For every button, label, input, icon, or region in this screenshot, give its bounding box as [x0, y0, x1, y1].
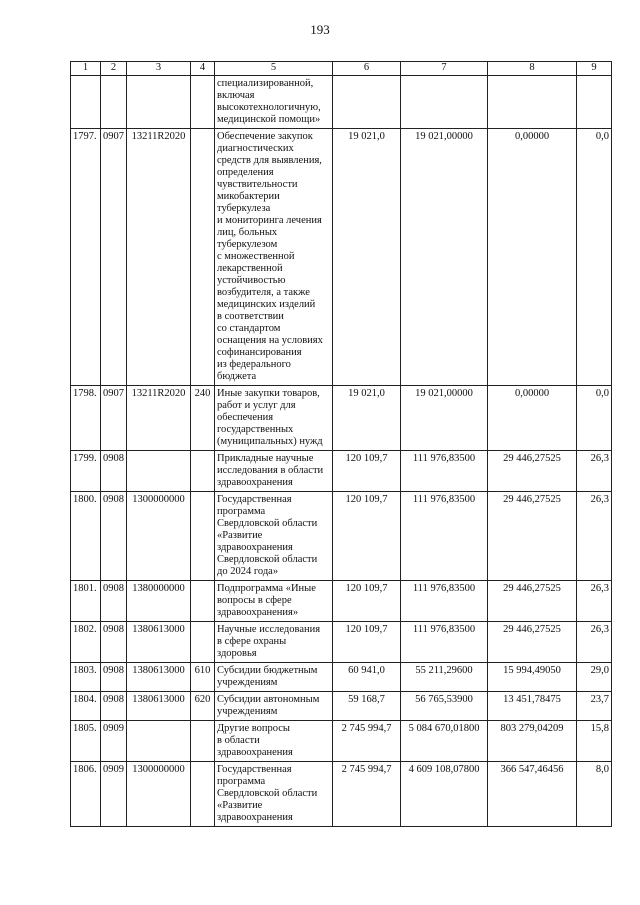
section-code-cell: 0908	[101, 663, 127, 692]
name-cell	[215, 622, 333, 663]
name-cell	[215, 451, 333, 492]
adjusted-amount-cell: 19 021,00000	[401, 386, 488, 451]
executed-amount-cell: 15 994,49050	[488, 663, 577, 692]
planned-amount-cell: 2 745 994,7	[333, 721, 401, 762]
name-line: программа	[217, 776, 266, 787]
section-code-cell: 0908	[101, 581, 127, 622]
name-line: государственных	[217, 424, 294, 435]
column-header-1: 1	[71, 62, 101, 76]
expense-type-cell: 620	[191, 692, 215, 721]
row-number-cell: 1802.	[71, 622, 101, 663]
column-header-8: 8	[488, 62, 577, 76]
name-cell	[215, 492, 333, 581]
name-line: туберкулезом	[217, 239, 278, 250]
name-line: (муниципальных) нужд	[217, 436, 323, 447]
target-article-cell: 1380000000	[127, 581, 191, 622]
planned-amount-cell: 19 021,0	[333, 386, 401, 451]
name-line: здравоохранения»	[217, 607, 299, 618]
name-cell	[215, 76, 333, 129]
name-cell	[215, 386, 333, 451]
name-line: высокотехнологичную,	[217, 102, 321, 113]
budget-table	[70, 61, 612, 827]
row-number-cell: 1804.	[71, 692, 101, 721]
name-line: Субсидии автономным	[217, 694, 320, 705]
name-line: средств для выявления,	[217, 155, 322, 166]
target-article-cell: 1300000000	[127, 492, 191, 581]
row-number-cell	[71, 76, 101, 129]
name-line: здравоохранения	[217, 747, 293, 758]
column-header-2: 2	[101, 62, 127, 76]
name-line: лекарственной	[217, 263, 283, 274]
name-line: исследования в области	[217, 465, 324, 476]
name-cell	[215, 692, 333, 721]
adjusted-amount-cell: 111 976,83500	[401, 581, 488, 622]
name-line: Прикладные научные	[217, 453, 314, 464]
expense-type-cell	[191, 581, 215, 622]
target-article-cell: 13211R2020	[127, 129, 191, 386]
name-line: здоровья	[217, 648, 257, 659]
row-number-cell: 1806.	[71, 762, 101, 827]
table-row	[71, 762, 612, 827]
table-row	[71, 451, 612, 492]
adjusted-amount-cell: 19 021,00000	[401, 129, 488, 386]
name-cell	[215, 581, 333, 622]
name-line: обеспечения	[217, 412, 274, 423]
adjusted-amount-cell: 4 609 108,07800	[401, 762, 488, 827]
adjusted-amount-cell: 56 765,53900	[401, 692, 488, 721]
adjusted-amount-cell: 111 976,83500	[401, 492, 488, 581]
execution-percent-cell: 23,7	[577, 692, 612, 721]
name-line: учреждениям	[217, 677, 278, 688]
execution-percent-cell: 15,8	[577, 721, 612, 762]
name-line: и мониторинга лечения	[217, 215, 322, 226]
table-row	[71, 129, 612, 386]
column-header-5: 5	[215, 62, 333, 76]
name-line: диагностических	[217, 143, 294, 154]
planned-amount-cell: 120 109,7	[333, 451, 401, 492]
target-article-cell: 1380613000	[127, 663, 191, 692]
executed-amount-cell	[488, 76, 577, 129]
name-line: программа	[217, 506, 266, 517]
execution-percent-cell: 26,3	[577, 492, 612, 581]
target-article-cell: 1380613000	[127, 622, 191, 663]
section-code-cell: 0907	[101, 129, 127, 386]
name-line: в области	[217, 735, 260, 746]
adjusted-amount-cell: 111 976,83500	[401, 451, 488, 492]
name-line: Государственная	[217, 494, 292, 505]
name-line: Свердловской области	[217, 788, 318, 799]
table-row	[71, 663, 612, 692]
expense-type-cell	[191, 762, 215, 827]
name-line: бюджета	[217, 371, 257, 382]
name-line: Иные закупки товаров,	[217, 388, 320, 399]
execution-percent-cell: 0,0	[577, 386, 612, 451]
column-header-3: 3	[127, 62, 191, 76]
table-row	[71, 581, 612, 622]
planned-amount-cell: 60 941,0	[333, 663, 401, 692]
table-row	[71, 721, 612, 762]
name-line: учреждениям	[217, 706, 278, 717]
column-header-4: 4	[191, 62, 215, 76]
name-line: туберкулеза	[217, 203, 271, 214]
table-body	[71, 76, 612, 827]
name-line: со стандартом	[217, 323, 281, 334]
expense-type-cell	[191, 622, 215, 663]
name-line: софинансирования	[217, 347, 302, 358]
target-article-cell: 13211R2020	[127, 386, 191, 451]
executed-amount-cell: 366 547,46456	[488, 762, 577, 827]
table-row	[71, 386, 612, 451]
table-row	[71, 692, 612, 721]
name-line: устойчивостью	[217, 275, 286, 286]
execution-percent-cell: 26,3	[577, 451, 612, 492]
table-row	[71, 76, 612, 129]
name-line: Свердловской области	[217, 518, 318, 529]
planned-amount-cell	[333, 76, 401, 129]
name-line: из федерального	[217, 359, 291, 370]
executed-amount-cell: 13 451,78475	[488, 692, 577, 721]
name-cell	[215, 721, 333, 762]
expense-type-cell: 610	[191, 663, 215, 692]
name-line: чувствительности	[217, 179, 298, 190]
name-cell	[215, 762, 333, 827]
target-article-cell	[127, 451, 191, 492]
adjusted-amount-cell: 5 084 670,01800	[401, 721, 488, 762]
target-article-cell	[127, 76, 191, 129]
name-line: здравоохранения	[217, 542, 293, 553]
expense-type-cell	[191, 492, 215, 581]
executed-amount-cell: 29 446,27525	[488, 451, 577, 492]
adjusted-amount-cell: 55 211,29600	[401, 663, 488, 692]
target-article-cell: 1300000000	[127, 762, 191, 827]
adjusted-amount-cell: 111 976,83500	[401, 622, 488, 663]
adjusted-amount-cell	[401, 76, 488, 129]
name-line: до 2024 года»	[217, 566, 279, 577]
planned-amount-cell: 2 745 994,7	[333, 762, 401, 827]
name-line: медицинской помощи»	[217, 114, 321, 125]
executed-amount-cell: 29 446,27525	[488, 492, 577, 581]
name-line: возбудителя, а также	[217, 287, 310, 298]
name-line: Обеспечение закупок	[217, 131, 313, 142]
execution-percent-cell	[577, 76, 612, 129]
name-line: лиц, больных	[217, 227, 278, 238]
executed-amount-cell: 0,00000	[488, 386, 577, 451]
section-code-cell: 0908	[101, 692, 127, 721]
name-line: медицинских изделий	[217, 299, 316, 310]
name-line: с множественной	[217, 251, 295, 262]
section-code-cell: 0908	[101, 622, 127, 663]
planned-amount-cell: 120 109,7	[333, 622, 401, 663]
header-row	[71, 62, 612, 76]
name-line: работ и услуг для	[217, 400, 296, 411]
section-code-cell: 0909	[101, 762, 127, 827]
name-line: Государственная	[217, 764, 292, 775]
expense-type-cell: 240	[191, 386, 215, 451]
column-header-6: 6	[333, 62, 401, 76]
executed-amount-cell: 803 279,04209	[488, 721, 577, 762]
target-article-cell: 1380613000	[127, 692, 191, 721]
planned-amount-cell: 19 021,0	[333, 129, 401, 386]
name-line: специализированной,	[217, 78, 314, 89]
executed-amount-cell: 0,00000	[488, 129, 577, 386]
expense-type-cell	[191, 721, 215, 762]
planned-amount-cell: 59 168,7	[333, 692, 401, 721]
executed-amount-cell: 29 446,27525	[488, 622, 577, 663]
name-line: Другие вопросы	[217, 723, 290, 734]
name-line: Субсидии бюджетным	[217, 665, 318, 676]
section-code-cell: 0908	[101, 451, 127, 492]
row-number-cell: 1800.	[71, 492, 101, 581]
table-row	[71, 492, 612, 581]
section-code-cell: 0909	[101, 721, 127, 762]
section-code-cell: 0908	[101, 492, 127, 581]
name-line: включая	[217, 90, 255, 101]
name-line: здравоохранения	[217, 477, 293, 488]
execution-percent-cell: 26,3	[577, 581, 612, 622]
table-row	[71, 622, 612, 663]
planned-amount-cell: 120 109,7	[333, 581, 401, 622]
row-number-cell: 1798.	[71, 386, 101, 451]
name-line: «Развитие	[217, 530, 263, 541]
planned-amount-cell: 120 109,7	[333, 492, 401, 581]
name-line: здравоохранения	[217, 812, 293, 823]
name-line: в соответствии	[217, 311, 284, 322]
name-cell	[215, 129, 333, 386]
page-number: 193	[310, 22, 330, 37]
row-number-cell: 1805.	[71, 721, 101, 762]
executed-amount-cell: 29 446,27525	[488, 581, 577, 622]
expense-type-cell	[191, 76, 215, 129]
section-code-cell: 0907	[101, 386, 127, 451]
name-line: определения	[217, 167, 274, 178]
name-cell	[215, 663, 333, 692]
expense-type-cell	[191, 129, 215, 386]
name-line: микобактерии	[217, 191, 280, 202]
row-number-cell: 1801.	[71, 581, 101, 622]
column-header-7: 7	[401, 62, 488, 76]
name-line: оснащения на условиях	[217, 335, 323, 346]
name-line: в сфере охраны	[217, 636, 287, 647]
name-line: Подпрограмма «Иные	[217, 583, 316, 594]
name-line: «Развитие	[217, 800, 263, 811]
expense-type-cell	[191, 451, 215, 492]
row-number-cell: 1803.	[71, 663, 101, 692]
section-code-cell	[101, 76, 127, 129]
name-line: вопросы в сфере	[217, 595, 292, 606]
execution-percent-cell: 26,3	[577, 622, 612, 663]
execution-percent-cell: 0,0	[577, 129, 612, 386]
name-line: Свердловской области	[217, 554, 318, 565]
name-line: Научные исследования	[217, 624, 321, 635]
target-article-cell	[127, 721, 191, 762]
execution-percent-cell: 8,0	[577, 762, 612, 827]
execution-percent-cell: 29,0	[577, 663, 612, 692]
row-number-cell: 1797.	[71, 129, 101, 386]
column-header-9: 9	[577, 62, 612, 76]
row-number-cell: 1799.	[71, 451, 101, 492]
